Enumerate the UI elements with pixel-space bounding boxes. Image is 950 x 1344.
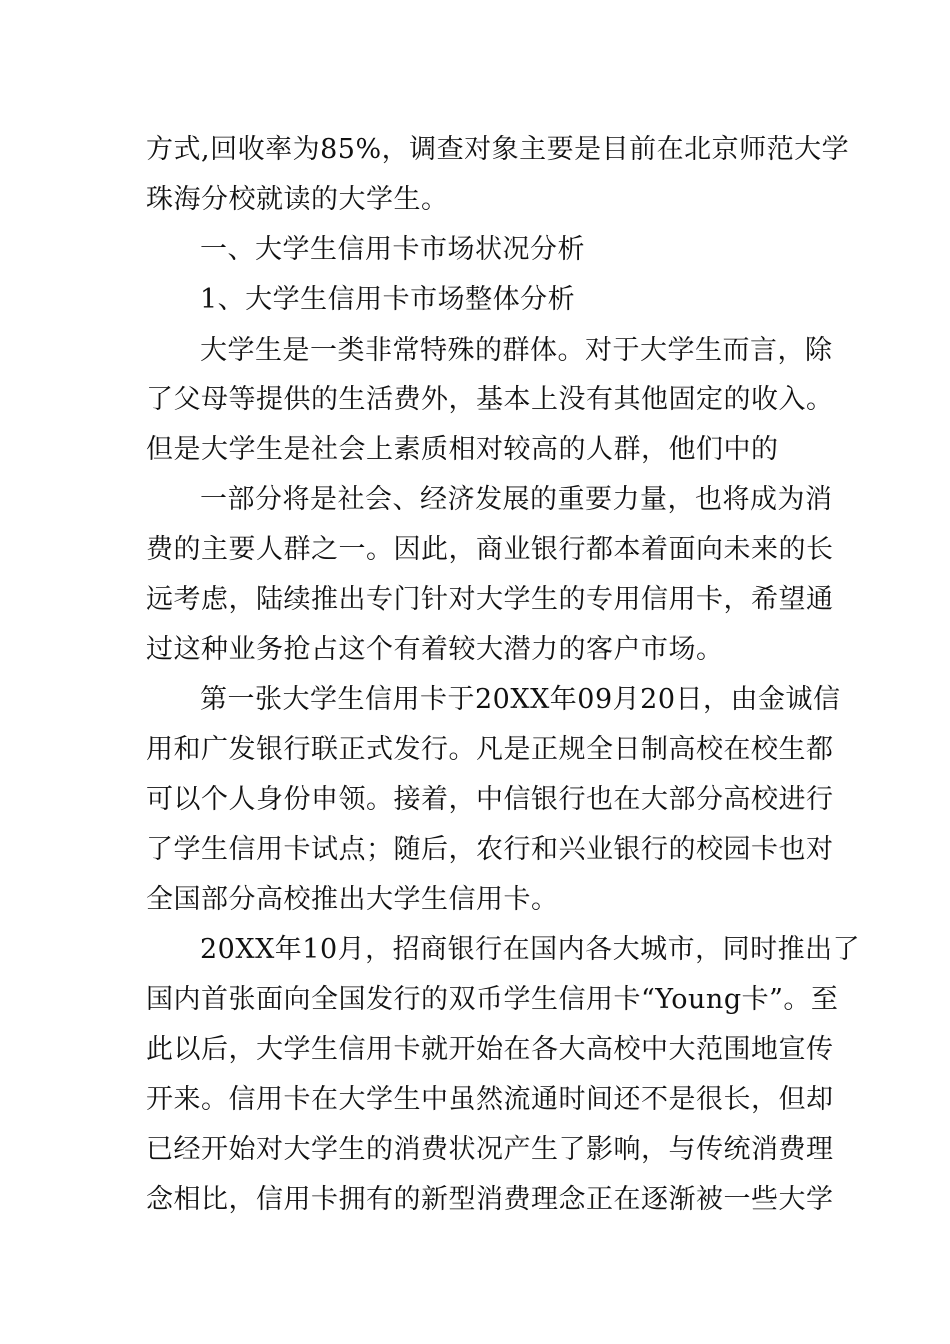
text-line: 用和广发银行联正式发行。凡是正规全日制高校在校生都 [146, 734, 834, 765]
text-line: 费的主要人群之一。因此，商业银行都本着面向未来的长 [146, 534, 834, 565]
text-line: 念相比，信用卡拥有的新型消费理念正在逐渐被一些大学 [146, 1184, 834, 1215]
text-line: 方式,回收率为85%，调查对象主要是目前在北京师范大学 [146, 134, 850, 165]
text-line: 可以个人身份申领。接着，中信银行也在大部分高校进行 [146, 784, 834, 815]
text-line: 开来。信用卡在大学生中虽然流通时间还不是很长，但却 [146, 1084, 834, 1115]
subsection-heading: 1、大学生信用卡市场整体分析 [200, 284, 576, 315]
text-line: 珠海分校就读的大学生。 [146, 184, 449, 215]
text-line: 了父母等提供的生活费外，基本上没有其他固定的收入。 [146, 384, 834, 415]
text-line: 过这种业务抢占这个有着较大潜力的客户市场。 [146, 634, 724, 665]
text-line: 已经开始对大学生的消费状况产生了影响，与传统消费理 [146, 1134, 834, 1165]
text-line: 全国部分高校推出大学生信用卡。 [146, 884, 559, 915]
text-line: 此以后，大学生信用卡就开始在各大高校中大范围地宣传 [146, 1034, 834, 1065]
text-line: 第一张大学生信用卡于20XX年09月20日，由金诚信 [200, 684, 841, 715]
text-line: 国内首张面向全国发行的双币学生信用卡“Young卡”。至 [146, 984, 839, 1015]
text-line: 了学生信用卡试点；随后，农行和兴业银行的校园卡也对 [146, 834, 834, 865]
text-line: 远考虑，陆续推出专门针对大学生的专用信用卡，希望通 [146, 584, 834, 615]
section-heading: 一、大学生信用卡市场状况分析 [200, 234, 585, 265]
text-line: 20XX年10月，招商银行在国内各大城市，同时推出了 [200, 934, 861, 965]
text-line: 大学生是一类非常特殊的群体。对于大学生而言，除 [200, 335, 833, 366]
text-line: 一部分将是社会、经济发展的重要力量，也将成为消 [200, 484, 833, 515]
text-line: 但是大学生是社会上素质相对较高的人群，他们中的 [146, 434, 779, 465]
